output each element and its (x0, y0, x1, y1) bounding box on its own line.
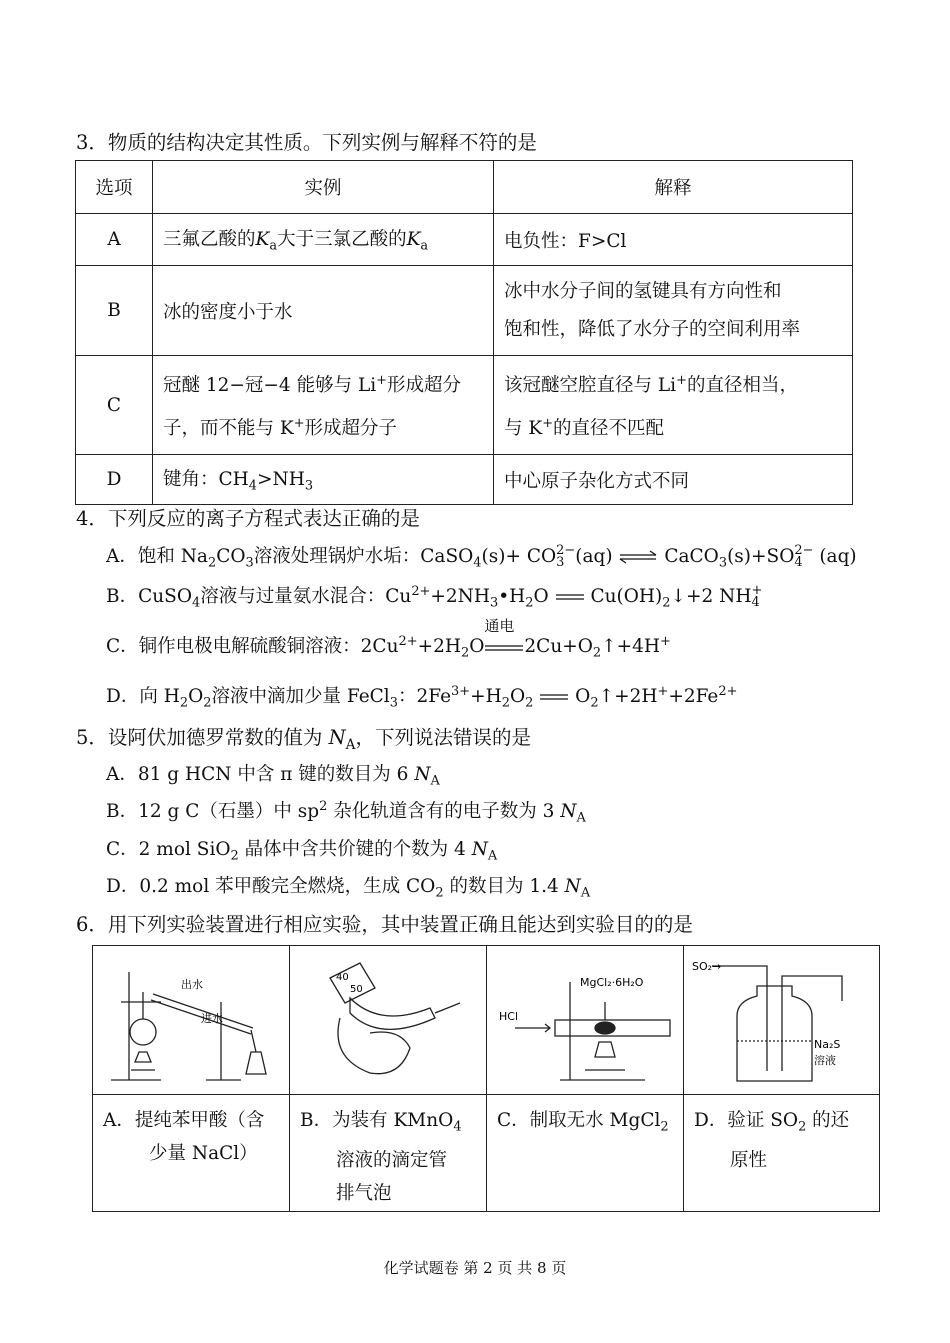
q5-option-d: D．0.2 mol 苯甲酸完全燃烧，生成 $CO_2$ 的数目为 1.4 $N_A$ (106, 876, 591, 901)
svg-text:50: 50 (350, 984, 363, 995)
row-example: 冰的密度小于水 (153, 266, 494, 356)
row-example: 键角：$CH_4>NH_3$ (153, 455, 494, 505)
svg-text:HCl: HCl (499, 1010, 519, 1023)
row-explanation: 电负性：F>Cl (494, 214, 853, 266)
equals-arrow-icon (484, 643, 524, 653)
table-row (76, 214, 853, 266)
row-explanation: 冰中水分子间的氢键具有方向性和 饱和性，降低了水分子的空间利用率 (494, 266, 853, 356)
row-option: B (76, 266, 153, 356)
equilibrium-arrow-icon (618, 550, 658, 564)
caption-c: C．制取无水 MgCl$_2$ (497, 1110, 669, 1135)
burette-hand-icon (310, 958, 470, 1088)
table-row (76, 455, 853, 505)
caption-b: B．为装有 KMnO$_4$ 溶液的滴定管 排气泡 (300, 1110, 462, 1204)
row-explanation: 中心原子杂化方式不同 (494, 455, 853, 505)
electrolysis-condition: 通电 (484, 616, 515, 635)
q3-stem: 3．物质的结构决定其性质。下列实例与解释不符的是 (76, 131, 537, 154)
equals-arrow-icon (555, 592, 585, 602)
q6-cell-c (487, 946, 684, 1211)
row-option: D (76, 455, 153, 505)
q4-option-d: D．向 $H_2O_2$溶液中滴加少量 FeCl$_3$：$2Fe^{3+}+H_2O_2$ $O_2↑+2H^++2Fe^{2+}$ (106, 683, 738, 711)
caption-a: A．提纯苯甲酸（含 少量 NaCl） (103, 1110, 265, 1164)
header-option: 选项 (76, 161, 153, 214)
distillation-apparatus-icon (101, 962, 286, 1090)
table-header-row (76, 161, 853, 214)
caption-d: D．验证 $SO_2$ 的还 原性 (694, 1110, 850, 1171)
q6-cell-d (684, 946, 879, 1211)
row-option: A (76, 214, 153, 266)
q4-option-b: B．CuSO$_4$溶液与过量氨水混合：$Cu^{2+}+2NH_3•H_2O$ $Cu(OH)_2↓+2$ NH + 4 (106, 583, 763, 611)
q4-stem: 4．下列反应的离子方程式表达正确的是 (76, 507, 420, 530)
q6-figure-table (92, 945, 880, 1212)
row-explanation: 该冠醚空腔直径与 Li+的直径相当， 与 K+的直径不匹配 (494, 356, 853, 455)
equals-arrow-icon (539, 692, 569, 702)
q5-option-b: B．12 g C（石墨）中 $sp^2$ 杂化轨道含有的电子数为 3 $N_A$ (106, 798, 586, 826)
svg-text:40: 40 (336, 972, 349, 983)
svg-text:溶液: 溶液 (814, 1054, 836, 1067)
q6-stem: 6．用下列实验装置进行相应实验，其中装置正确且能达到实验目的的是 (76, 913, 693, 936)
header-example: 实例 (153, 161, 494, 214)
row-example: 三氟乙酸的$K_a$大于三氯乙酸的$K_a$ (153, 214, 494, 266)
page-footer: 化学试题卷 第 2 页 共 8 页 (383, 1259, 567, 1277)
svg-text:进水: 进水 (201, 1012, 223, 1025)
q6-cell-b (290, 946, 487, 1211)
table-row (76, 266, 853, 356)
row-option: C (76, 356, 153, 455)
svg-text:Na₂S: Na₂S (814, 1038, 841, 1051)
svg-text:SO₂→: SO₂→ (692, 960, 722, 973)
q3-table (75, 160, 853, 505)
q5-option-a: A．81 g HCN 中含 π 键的数目为 6 $N_A$ (106, 764, 440, 789)
q5-stem: 5．设阿伏加德罗常数的值为 $N_A$，下列说法错误的是 (76, 726, 532, 753)
heating-tube-apparatus-icon (495, 962, 680, 1090)
q4-option-a: A．饱和 $Na_2CO_3$溶液处理锅炉水垢：CaSO$_4$(s)+ CO 2− 3 (aq) CaCO$_3$(s)+SO 2− 4 (aq) (106, 543, 857, 571)
svg-text:出水: 出水 (181, 978, 203, 991)
row-example: 冠醚 12−冠−4 能够与 Li+形成超分 子，而不能与 K+形成超分子 (153, 356, 494, 455)
q5-option-c: C．2 mol SiO$_2$ 晶体中含共价键的个数为 4 $N_A$ (106, 839, 498, 864)
table-row (76, 356, 853, 455)
q6-cell-a (93, 946, 290, 1211)
header-explanation: 解释 (494, 161, 853, 214)
q4-option-c: C．铜作电极电解硫酸铜溶液：$2Cu^{2+}+2H_2O$ 通电 $2Cu+O_2↑+4H^+$ (106, 616, 671, 661)
svg-text:MgCl₂·6H₂O: MgCl₂·6H₂O (580, 976, 644, 989)
gas-washing-bottle-icon (692, 956, 872, 1090)
